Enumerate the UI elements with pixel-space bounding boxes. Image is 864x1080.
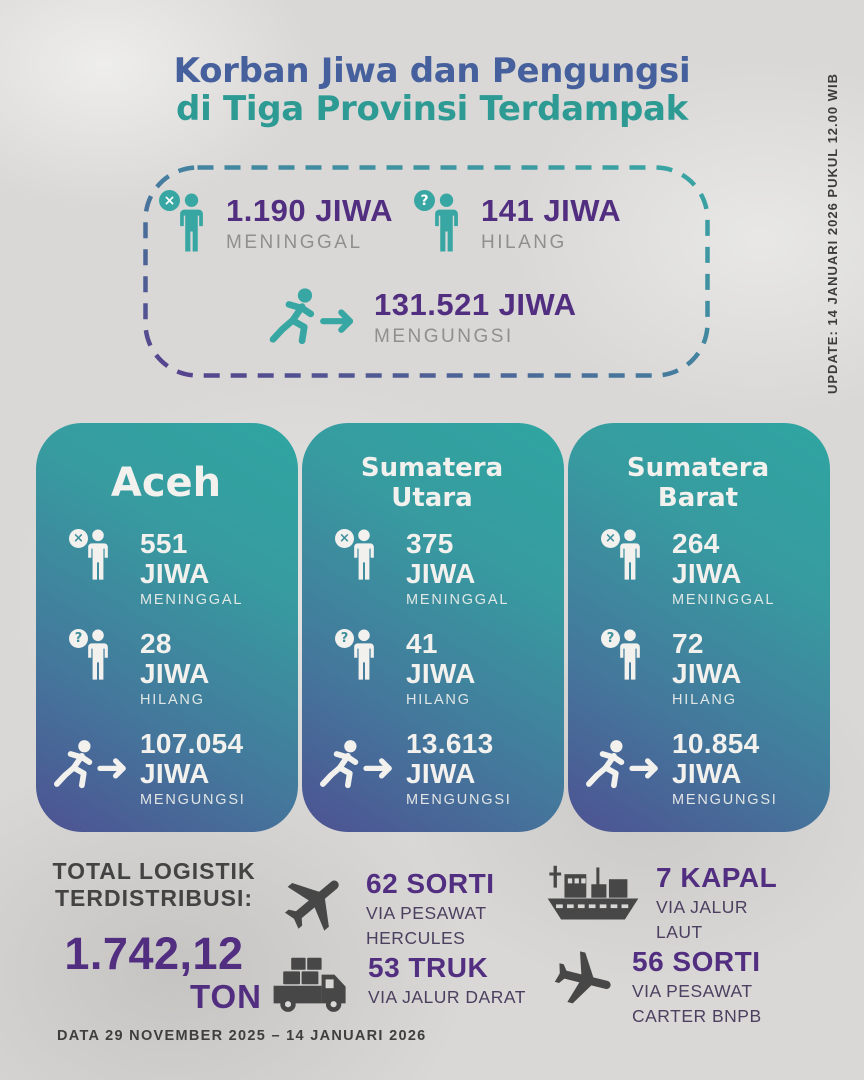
stat-value: 264 — [672, 528, 720, 559]
stat-unit: JIWA — [672, 558, 742, 589]
stat-value: 10.854 — [672, 728, 760, 759]
stat-hilang — [66, 629, 298, 711]
stat-value: 13.613 — [406, 728, 494, 759]
stat-meninggal — [332, 529, 564, 611]
stat-value: 41 — [406, 628, 438, 659]
question-badge-icon: ? — [69, 629, 88, 648]
logistics-value: 53 TRUK — [368, 952, 489, 983]
x-badge-icon: × — [601, 529, 620, 548]
province-name: Sumatera Utara — [360, 453, 504, 513]
stat-unit: JIWA — [672, 658, 742, 689]
airplane-icon — [263, 851, 364, 952]
x-badge-icon: × — [159, 190, 180, 211]
summary-displaced-label: MENGUNGSI — [374, 326, 514, 347]
logistics-via: VIA PESAWAT — [366, 903, 487, 923]
total-heading-line1: TOTAL LOGISTIK — [52, 858, 256, 884]
total-logistics-block — [38, 858, 270, 1016]
summary-missing-label: HILANG — [481, 232, 567, 253]
stat-unit: JIWA — [140, 558, 210, 589]
stat-meninggal — [66, 529, 298, 611]
summary-deceased-label: MENINGGAL — [226, 232, 363, 253]
stat-label: MENINGGAL — [140, 592, 244, 608]
summary-item-mengungsi — [265, 287, 576, 351]
stat-value: 72 — [672, 628, 704, 659]
logistics-item-truk — [272, 952, 526, 1014]
logistics-item-hercules — [278, 868, 494, 950]
stat-unit: JIWA — [406, 558, 476, 589]
stat-hilang — [332, 629, 564, 711]
cargo-ship-icon — [546, 862, 640, 930]
truck-icon — [272, 956, 352, 1014]
card-aceh — [36, 423, 298, 832]
stat-value: 107.054 — [140, 728, 244, 759]
summary-deceased-value: 1.190 JIWA — [226, 193, 393, 228]
total-value: 1.742,12 — [64, 928, 244, 979]
stat-label: HILANG — [140, 692, 205, 708]
update-note: UPDATE: 14 JANUARI 2026 PUKUL 12.00 WIB — [825, 73, 840, 395]
evacuee-runner-icon — [316, 737, 396, 796]
summary-item-meninggal — [163, 192, 393, 254]
card-sumatera-utara — [302, 423, 564, 832]
summary-box — [143, 165, 710, 378]
stat-hilang — [598, 629, 830, 711]
summary-item-hilang — [420, 192, 622, 254]
stat-unit: JIWA — [140, 758, 210, 789]
summary-displaced-value: 131.521 JIWA — [374, 287, 577, 322]
province-name: Aceh — [110, 460, 222, 506]
logistics-value: 7 KAPAL — [656, 862, 778, 893]
stat-label: HILANG — [672, 692, 737, 708]
x-badge-icon: × — [69, 529, 88, 548]
airplane-descending-icon — [543, 939, 623, 1019]
question-badge-icon: ? — [335, 629, 354, 648]
stat-label: MENGUNGSI — [406, 792, 512, 808]
question-badge-icon: ? — [414, 190, 435, 211]
card-sumatera-barat — [568, 423, 830, 832]
stat-value: 551 — [140, 528, 188, 559]
evacuee-runner-icon — [50, 737, 130, 796]
summary-missing-value: 141 JIWA — [481, 193, 622, 228]
question-badge-icon: ? — [601, 629, 620, 648]
total-heading-line2: TERDISTRIBUSI: — [55, 885, 253, 911]
province-cards — [36, 423, 830, 832]
logistics-via: VIA JALUR DARAT — [368, 987, 526, 1007]
logistics-item-kapal — [546, 862, 777, 944]
stat-mengungsi — [332, 729, 564, 811]
stat-value: 28 — [140, 628, 172, 659]
evacuee-runner-icon — [582, 737, 662, 796]
total-unit: TON — [189, 978, 262, 1015]
stat-unit: JIWA — [406, 658, 476, 689]
logistics-via: CARTER BNPB — [632, 1006, 762, 1026]
stat-label: HILANG — [406, 692, 471, 708]
stat-mengungsi — [598, 729, 830, 811]
page-title — [0, 52, 864, 128]
logistics-via: VIA PESAWAT — [632, 981, 753, 1001]
logistics-value: 62 SORTI — [366, 868, 495, 899]
logistics-via: HERCULES — [366, 928, 466, 948]
province-name: Sumatera Barat — [626, 453, 770, 513]
evacuee-runner-icon — [265, 287, 358, 351]
stat-unit: JIWA — [406, 758, 476, 789]
title-line2: di Tiga Provinsi Terdampak — [176, 89, 688, 129]
stat-unit: JIWA — [672, 758, 742, 789]
logistics-via: VIA JALUR — [656, 897, 749, 917]
stat-label: MENGUNGSI — [140, 792, 246, 808]
stat-label: MENINGGAL — [406, 592, 510, 608]
stat-mengungsi — [66, 729, 298, 811]
data-period-note: DATA 29 NOVEMBER 2025 – 14 JANUARI 2026 — [57, 1028, 427, 1044]
stat-label: MENGUNGSI — [672, 792, 778, 808]
title-line1: Korban Jiwa dan Pengungsi — [173, 51, 691, 91]
logistics-value: 56 SORTI — [632, 946, 761, 977]
logistics-via: LAUT — [656, 922, 703, 942]
logistics-item-carter-bnpb — [550, 946, 762, 1028]
stat-meninggal — [598, 529, 830, 611]
stat-label: MENINGGAL — [672, 592, 776, 608]
stat-value: 375 — [406, 528, 454, 559]
x-badge-icon: × — [335, 529, 354, 548]
stat-unit: JIWA — [140, 658, 210, 689]
